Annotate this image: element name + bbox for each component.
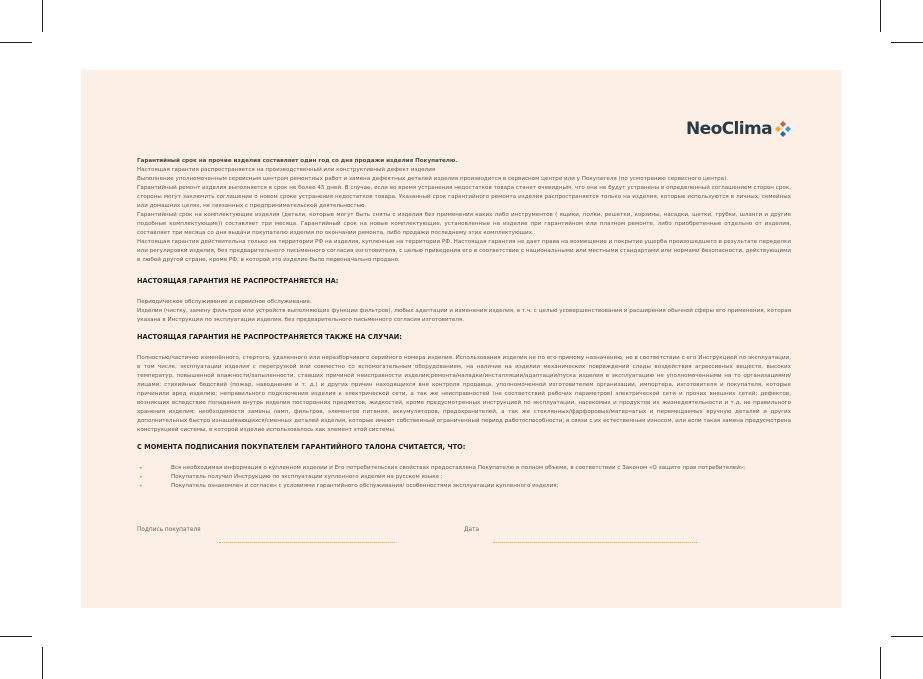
crop-mark	[880, 0, 881, 32]
crop-mark	[891, 42, 923, 43]
conditions-list	[137, 464, 791, 491]
list-item	[137, 482, 791, 491]
crop-mark	[42, 0, 43, 32]
paragraph: Изделия (чистку, замену фильтров или устройств выполняющих функции фильтров), любых адаптации и изменения изделия, в т.ч. с целью усовершенствования и расширения обычной сферы его применения, которая указана в Инструкции по эксплуатации изделия, без предварительного письменного согласия изготовителя.	[137, 308, 791, 323]
section-heading: НАСТОЯЩАЯ ГАРАНТИЯ НЕ РАСПРОСТРАНЯЕТСЯ ТАКЖЕ НА СЛУЧАИ:	[137, 333, 402, 341]
brand-name: NeoClima	[686, 119, 772, 139]
bullet-icon: •	[139, 474, 143, 481]
list-item-text: Покупатель получил Инструкцию по эксплуатации купленного изделия на русском языке ;	[171, 474, 443, 480]
paragraph: Периодическое обслуживание и сервисное обслуживание.	[137, 299, 312, 305]
crop-mark	[42, 647, 43, 679]
list-item	[137, 464, 791, 473]
bullet-icon: •	[139, 465, 143, 472]
brand-logo	[686, 119, 791, 139]
paragraph: Гарантийный ремонт изделия выполняется в срок не более 45 дней. В случае, если во время устранения недостатков товара станет очевидным, что они не будут устранены в определенный соглашением сторон срок, стороны могут заключить соглашение о новом сроке устранения недостатков товара. Указанный срок гарантийного ремонта изделия распространяется только на изделия, которые используются в личных, семейных или домашних целях, не связанных с предпринимательской деятельностью.	[137, 185, 791, 209]
signature-row	[137, 527, 737, 547]
paragraph: Полностью/частично изменённого, стертого, удаленного или неразборчивого серийного номера изделия. Использования изделия не по его прямому назначению, не в соответствии с его Инструкцией по эксплуатации, в том числе, эксплуатации изделия с перегрузкой или совместно со вспомогательным оборудованием, на наличие на изделии механических повреждений следы воздействия агрессивных веществ, высоких температур, повышенной влажности/запыленности, ставших причиной неисправности изделия;ремонта/наладки/инсталляции/адаптации/пуска изделия в эксплуатацию не уполномоченными на то организациями/лицами; стихийных бедствий (пожар, наводнение и т. д.) и других причин находящихся вне контроля продавца, уполномоченной изготовителем организации, импортера, изготовителя и покупателя, которые причинили вред изделию; неправильного подключения изделия к электрической сети, а так же неисправностей (не соответствий рабочих параметров) электрической сети и прочих внешних сетей; дефектов, возникших вследствие попадания внутрь изделия посторонних предметов, жидкостей, кроме предусмотренных инструкцией по эксплуатации, насекомых и продуктов их жизнедеятельности и т.д. не правильного хранения изделия; необходимости замены ламп, фильтров, элементов питания, аккумуляторов, предохранителей, а так же стеклянных/фарфоровых/матерчатых и перемещаемых вручную деталей и других дополнительных быстро изнашивающихся/сменных деталей изделия, которые имеют собственный ограниченный период работоспособности, в связи с их естественным износом, или если такая замена предусмотрена конструкцией системы, в которой изделие использовалось как элемент этой системы.	[137, 355, 791, 433]
paragraph: Гарантийный срок на комплектующие изделия (детали, которые могут быть сняты с изделия без применения каких либо инструментов ( ящики, полки, решетки, корзины, насадки, щетки, трубки, шланги и другие подобные комплектующие)) составляет три месяца. Гарантийный срок на новые комплектующие, установленные на изделие при гарантийном или платном ремонте, либо приобретенные отдельно от изделия, составляет три месяца со дня выдачи покупателю изделия по окончании ремонта, либо продажи последнему этих комплектующих.	[137, 212, 791, 236]
date-field[interactable]	[493, 542, 697, 543]
paragraph: Настоящая гарантия действительна только на территории РФ на изделия, купленные на территории РФ. Настоящая гарантия не дает права на возмещение и покрытие ущерба произошедшего в результате переделки или регулировки изделия, без предварительного письменного согласия изготовителя, с целью приведения его в соответствие с национальными или местными стандартами или нормами безопасности, действующими в любой другой стране, кроме РФ, в которой это изделие было первоначально продано.	[137, 239, 791, 263]
date-label: Дата	[464, 527, 480, 533]
list-item	[137, 473, 791, 482]
diamond-logo-icon	[775, 121, 791, 137]
paragraph: Настоящая гарантия распространяется на производственный или конструктивный дефект изделия	[137, 167, 436, 173]
section-heading: НАСТОЯЩАЯ ГАРАНТИЯ НЕ РАСПРОСТРАНЯЕТСЯ НА:	[137, 277, 339, 285]
warranty-page	[81, 70, 841, 608]
crop-mark	[0, 636, 32, 637]
bullet-icon: •	[139, 483, 143, 490]
crop-mark	[0, 42, 32, 43]
crop-mark	[891, 636, 923, 637]
paragraph: Выполнение уполномоченным сервисным центром ремонтных работ и замена дефектных деталей изделия производится в сервисном центре или у Покупателя (по усмотрению сервисного центра).	[137, 176, 729, 182]
warranty-text	[137, 157, 791, 491]
buyer-signature-label: Подпись покупателя	[137, 527, 201, 533]
list-item-text: Вся необходимая информация о купленном изделии и Его потребительских свойствах предоставлена Покупателю в полном объеме, в соответствии с Законом «О защите прав потребителей»;	[171, 465, 746, 471]
crop-mark	[880, 647, 881, 679]
list-item-text: Покупатель ознакомлен и согласен с условиями гарантийного обслуживания/ особенностями эксплуатации купленного изделия;	[171, 483, 559, 489]
section-heading: С МОМЕНТА ПОДПИСАНИЯ ПОКУПАТЕЛЕМ ГАРАНТИЙНОГО ТАЛОНА СЧИТАЕТСЯ, ЧТО:	[137, 443, 466, 451]
buyer-signature-field[interactable]	[219, 542, 395, 543]
paragraph: Гарантийный срок на прочие изделия составляет один год со дня продажи изделия Покупателю.	[137, 158, 458, 164]
